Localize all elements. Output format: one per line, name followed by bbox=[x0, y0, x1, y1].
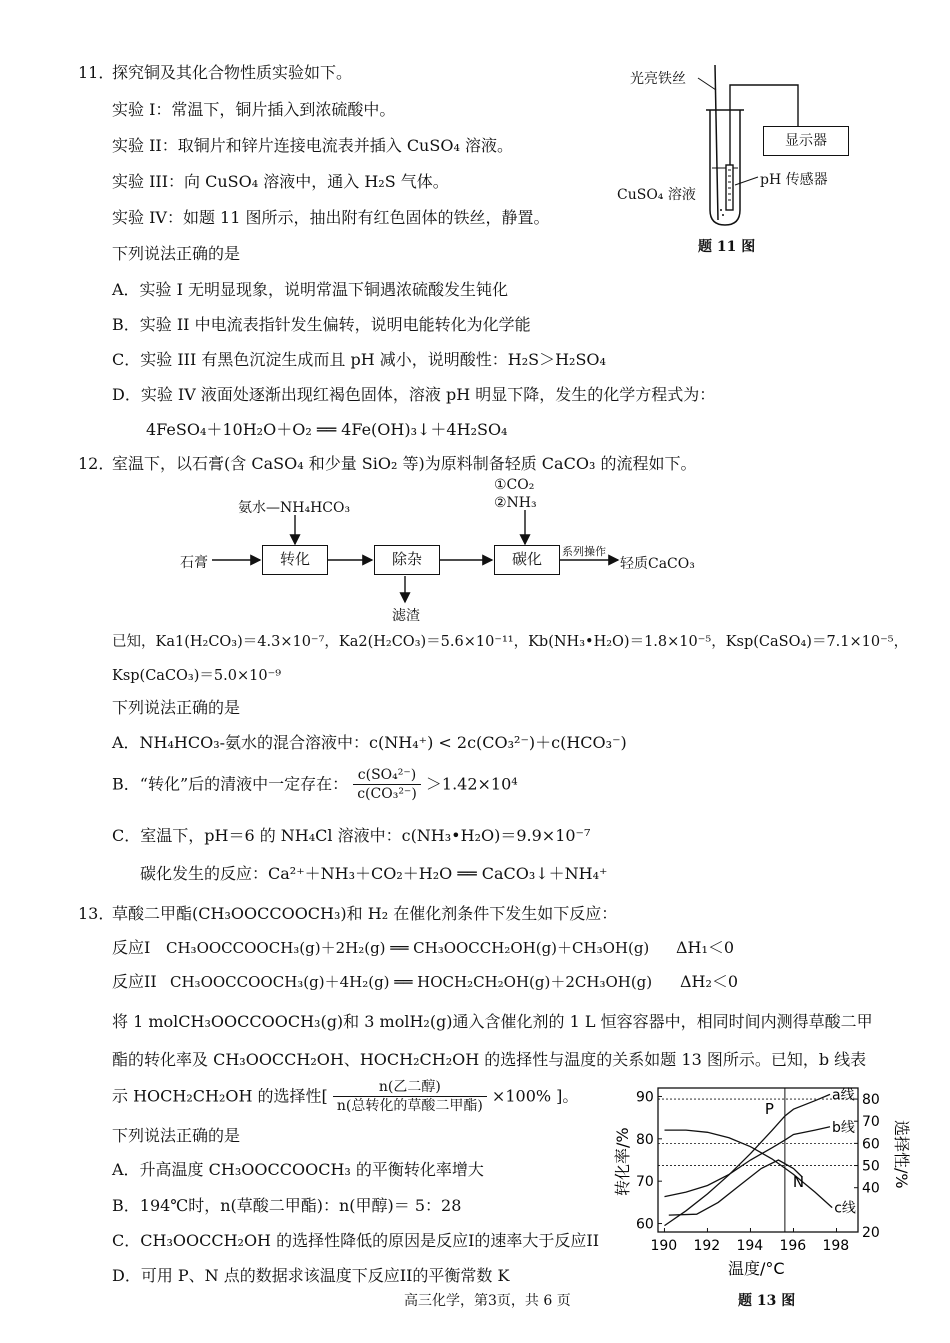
q12-reagent-co2: ①CO₂ bbox=[494, 477, 535, 493]
x-tick-label: 192 bbox=[693, 1238, 721, 1254]
q12-option-b-pre: B．“转化”后的清液中一定存在： bbox=[112, 774, 349, 794]
q11-wire-label: 光亮铁丝 bbox=[630, 71, 686, 87]
q11-option-a: A．实验 I 无明显现象，说明常温下铜遇浓硫酸发生钝化 bbox=[112, 280, 509, 299]
q13-r2-label: 反应II bbox=[112, 972, 157, 991]
q12-residue: 滤渣 bbox=[392, 608, 420, 624]
q13-chart-caption: 题 13 图 bbox=[738, 1293, 796, 1309]
q12-known-line1: 已知，Ka1(H₂CO₃)＝4.3×10⁻⁷，Ka2(H₂CO₃)＝5.6×10⁻¹¹，Kb(NH₃•H₂O)＝1.8×10⁻⁵，Ksp(CaSO₄)＝7.1×10⁻⁵， bbox=[112, 634, 909, 650]
series-line-3 bbox=[665, 1130, 833, 1208]
q11-sensor-label: pH 传感器 bbox=[760, 172, 828, 188]
q12-product: 轻质CaCO₃ bbox=[620, 556, 695, 572]
series-line-1 bbox=[665, 1094, 831, 1225]
q12-option-b-denominator: c(CO₃²⁻) bbox=[357, 786, 417, 802]
x-tick-label: 190 bbox=[650, 1238, 678, 1254]
q12-option-b-numerator: c(SO₄²⁻) bbox=[353, 766, 421, 785]
q12-option-b-post: ＞1.42×10⁴ bbox=[425, 774, 518, 794]
y-right-tick-label: 70 bbox=[862, 1114, 880, 1131]
q13-option-d: D．可用 P、N 点的数据求该温度下反应II的平衡常数 K bbox=[112, 1266, 510, 1285]
q11-number: 11． bbox=[78, 63, 115, 82]
q11-ask: 下列说法正确的是 bbox=[112, 244, 241, 263]
q11-exp1: 实验 I：常温下，铜片插入到浓硫酸中。 bbox=[112, 100, 396, 119]
q12-box-purify-label: 除杂 bbox=[391, 550, 422, 568]
q13-selectivity-fraction bbox=[333, 1078, 487, 1115]
q11-figure bbox=[610, 60, 870, 260]
series-line-2 bbox=[665, 1127, 831, 1197]
q11-exp2: 实验 II：取铜片和锌片连接电流表并插入 CuSO₄ 溶液。 bbox=[112, 136, 513, 155]
q13-chart-svg bbox=[606, 1082, 911, 1312]
q13-option-c: C．CH₃OOCCH₂OH 的选择性降低的原因是反应I的速率大于反应II bbox=[112, 1231, 600, 1250]
q13-selectivity-denominator: n(总转化的草酸二甲酯) bbox=[336, 1098, 483, 1114]
q12-option-d: 碳化发生的反应：Ca²⁺＋NH₃＋CO₂＋H₂O ══ CaCO₃↓＋NH₄⁺ bbox=[140, 864, 608, 883]
q12-ops-label: 系列操作 bbox=[562, 545, 606, 558]
point-label-n: N bbox=[792, 1173, 805, 1192]
series-label: c线 bbox=[834, 1200, 856, 1217]
y-right-tick-label: 80 bbox=[862, 1092, 880, 1109]
x-tick-label: 196 bbox=[779, 1238, 807, 1254]
q12-flow-arrows bbox=[170, 470, 730, 630]
q12-reagent-top: 氨水—NH₄HCO₃ bbox=[238, 500, 351, 516]
q13-option-a: A．升高温度 CH₃OOCCOOCH₃ 的平衡转化率增大 bbox=[112, 1160, 484, 1179]
q12-option-c: C．室温下，pH＝6 的 NH₄Cl 溶液中：c(NH₃•H₂O)＝9.9×10⁻⁷ bbox=[112, 826, 591, 845]
q13-r1-equation: CH₃OOCCOOCH₃(g)＋2H₂(g) ══ CH₃OOCCH₂OH(g)＋CH₃OH(g) bbox=[166, 939, 650, 957]
y-right-tick-label: 40 bbox=[862, 1180, 880, 1197]
q11-solution-label: CuSO₄ 溶液 bbox=[617, 187, 696, 203]
q12-option-b bbox=[112, 766, 518, 803]
q12-reagent-nh3: ②NH₃ bbox=[494, 495, 537, 511]
y-right-tick-label: 60 bbox=[862, 1136, 880, 1153]
q12-box-carbonize bbox=[494, 545, 560, 575]
x-axis-label: 温度/°C bbox=[728, 1259, 785, 1278]
y-left-tick-label: 70 bbox=[636, 1174, 654, 1191]
y-left-tick-label: 80 bbox=[636, 1131, 654, 1148]
q11-option-b: B．实验 II 中电流表指针发生偏转，说明电能转化为化学能 bbox=[112, 315, 531, 334]
y-right-axis-label: 选择性/% bbox=[892, 1120, 911, 1189]
q12-box-transform bbox=[262, 545, 328, 575]
q12-stem: 室温下，以石膏(含 CaSO₄ 和少量 SiO₂ 等)为原料制备轻质 CaCO₃ 的流程如下。 bbox=[112, 454, 697, 473]
q11-display-box bbox=[763, 126, 849, 156]
y-right-tick-label: 20 bbox=[862, 1225, 880, 1241]
q12-ask: 下列说法正确的是 bbox=[112, 698, 241, 717]
q13-para-line3-pre: 示 HOCH₂CH₂OH 的选择性[ bbox=[112, 1086, 328, 1106]
q13-para-line3-post: ×100% ]。 bbox=[491, 1086, 579, 1106]
y-right-tick-label: 50 bbox=[862, 1158, 880, 1175]
page-footer: 高三化学，第3页，共 6 页 bbox=[404, 1293, 571, 1309]
q12-option-b-fraction bbox=[353, 766, 421, 803]
q13-option-b: B．194℃时，n(草酸二甲酯)：n(甲醇)＝ 5：28 bbox=[112, 1196, 462, 1215]
q11-stem: 探究铜及其化合物性质实验如下。 bbox=[112, 63, 353, 82]
y-left-axis-label: 转化率/% bbox=[613, 1127, 632, 1196]
q13-para-line1: 将 1 molCH₃OOCCOOCH₃(g)和 3 molH₂(g)通入含催化剂的 1 L 恒容容器中，相同时间内测得草酸二甲 bbox=[112, 1012, 873, 1031]
q11-option-d: D．实验 IV 液面处逐渐出现红褐色固体，溶液 pH 明显下降，发生的化学方程式为： bbox=[112, 385, 716, 404]
q13-stem: 草酸二甲酯(CH₃OOCCOOCH₃)和 H₂ 在催化剂条件下发生如下反应： bbox=[112, 904, 618, 923]
q11-apparatus-diagram bbox=[610, 60, 870, 260]
x-tick-label: 198 bbox=[822, 1238, 850, 1254]
q12-number: 12． bbox=[78, 454, 115, 473]
q13-r1-label: 反应I bbox=[112, 938, 151, 957]
x-tick-label: 194 bbox=[736, 1238, 764, 1254]
series-label: b线 bbox=[832, 1119, 855, 1136]
q12-flow-diagram bbox=[170, 470, 730, 630]
q12-box-transform-label: 转化 bbox=[279, 550, 310, 568]
q13-r1-dh: ΔH₁＜0 bbox=[676, 938, 735, 957]
q13-chart bbox=[606, 1082, 911, 1312]
q13-para-line3 bbox=[112, 1078, 578, 1115]
point-label-p: P bbox=[764, 1099, 774, 1118]
chart-frame bbox=[658, 1088, 858, 1232]
q11-display-label: 显示器 bbox=[785, 133, 827, 149]
q13-para-line2: 酯的转化率及 CH₃OOCCH₂OH、HOCH₂CH₂OH 的选择性与温度的关系如题 13 图所示。已知，b 线表 bbox=[112, 1050, 867, 1069]
q13-ask: 下列说法正确的是 bbox=[112, 1126, 241, 1145]
q11-exp3: 实验 III：向 CuSO₄ 溶液中，通入 H₂S 气体。 bbox=[112, 172, 449, 191]
series-label: a线 bbox=[832, 1087, 855, 1104]
q13-number: 13． bbox=[78, 904, 115, 923]
q13-r2-equation: CH₃OOCCOOCH₃(g)＋4H₂(g) ══ HOCH₂CH₂OH(g)＋2CH₃OH(g) bbox=[170, 973, 653, 991]
q11-exp4: 实验 IV：如题 11 图所示，抽出附有红色固体的铁丝，静置。 bbox=[112, 208, 550, 227]
q11-caption: 题 11 图 bbox=[698, 239, 756, 255]
q12-box-purify bbox=[374, 545, 440, 575]
q13-r2-dh: ΔH₂＜0 bbox=[680, 972, 739, 991]
q12-box-carbonize-label: 碳化 bbox=[511, 550, 542, 568]
y-left-tick-label: 60 bbox=[636, 1216, 654, 1233]
q12-option-a: A．NH₄HCO₃-氨水的混合溶液中：c(NH₄⁺) < 2c(CO₃²⁻)＋c(HCO₃⁻) bbox=[112, 733, 627, 752]
q12-known-line2: Ksp(CaCO₃)＝5.0×10⁻⁹ bbox=[112, 668, 282, 684]
y-left-tick-label: 90 bbox=[636, 1089, 654, 1106]
q12-input: 石膏 bbox=[180, 555, 208, 571]
q11-option-d-equation: 4FeSO₄＋10H₂O＋O₂ ══ 4Fe(OH)₃↓＋4H₂SO₄ bbox=[146, 420, 508, 439]
q11-option-c: C．实验 III 有黑色沉淀生成而且 pH 减小，说明酸性：H₂S＞H₂SO₄ bbox=[112, 350, 606, 369]
q13-selectivity-numerator: n(乙二醇) bbox=[333, 1078, 487, 1097]
